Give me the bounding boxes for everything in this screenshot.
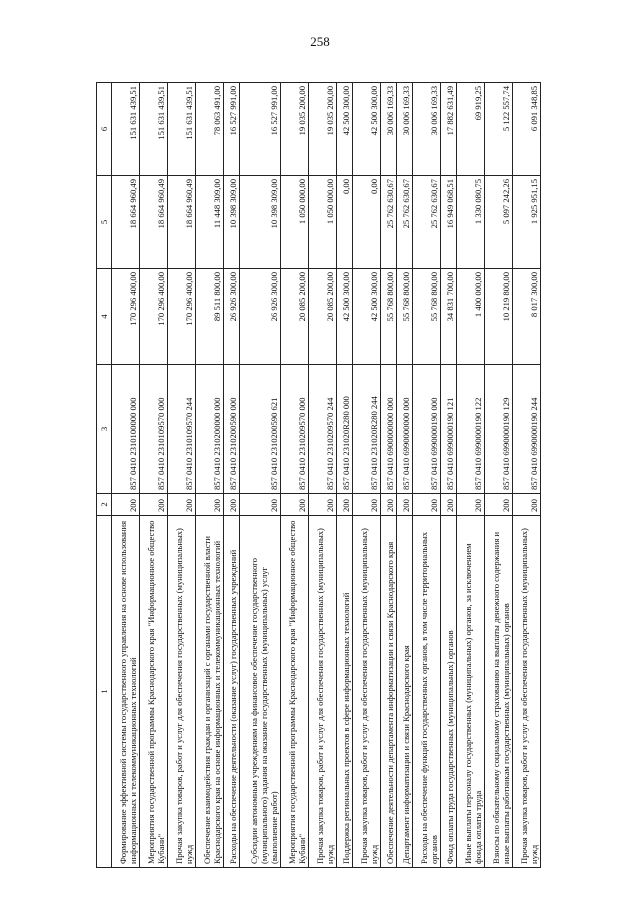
- row-value-col4: 34 831 700,00: [440, 269, 456, 365]
- row-value-col4: 42 500 300,00: [352, 269, 380, 365]
- row-value-col6: 42 500 300,00: [352, 83, 380, 176]
- col-header-1: 1: [97, 516, 112, 868]
- page-number: 258: [310, 34, 330, 49]
- table-row: [280, 83, 308, 868]
- row-value-col6: 69 919,25: [456, 83, 484, 176]
- row-code-cell: 200: [168, 494, 196, 516]
- row-code-cell: 200: [412, 494, 440, 516]
- row-code-cell: 200: [112, 494, 140, 516]
- row-name-cell: Прочая закупка товаров, работ и услуг для обеспечения государственных (муниципальных) нужд: [512, 516, 540, 868]
- row-code-cell: 200: [336, 494, 352, 516]
- row-name-cell: Мероприятия государственной программы Краснодарского края "Информационное общество Кубани": [280, 516, 308, 868]
- row-value-col4: 20 085 200,00: [308, 269, 336, 365]
- header-row: [97, 83, 112, 868]
- row-value-col4: 170 296 400,00: [112, 269, 140, 365]
- row-kbk-cell: 857 0410 2310200000 000: [196, 365, 224, 494]
- row-value-col4: 42 500 300,00: [336, 269, 352, 365]
- row-value-col5: 1 050 000,00: [308, 176, 336, 269]
- row-kbk-cell: 857 0410 2310200590 000: [224, 365, 240, 494]
- row-code-cell: 200: [456, 494, 484, 516]
- row-value-col5: 16 949 068,51: [440, 176, 456, 269]
- row-kbk-cell: 857 0410 231020R280 244: [352, 365, 380, 494]
- row-name-cell: Прочая закупка товаров, работ и услуг для обеспечения государственных (муниципальных) нужд: [308, 516, 336, 868]
- row-kbk-cell: 857 0410 6990000190 129: [484, 365, 512, 494]
- col-header-3: 3: [97, 365, 112, 494]
- row-value-col6: 19 035 200,00: [308, 83, 336, 176]
- row-value-col6: 151 631 439,51: [140, 83, 168, 176]
- row-kbk-cell: 857 0410 2310109570 000: [140, 365, 168, 494]
- row-value-col6: 30 006 169,33: [412, 83, 440, 176]
- row-value-col5: 25 762 630,67: [412, 176, 440, 269]
- rotated-table-container: [96, 83, 541, 868]
- row-code-cell: 200: [440, 494, 456, 516]
- row-value-col4: 26 926 300,00: [224, 269, 240, 365]
- row-value-col4: 8 017 300,00: [512, 269, 540, 365]
- col-header-4: 4: [97, 269, 112, 365]
- table-row: [196, 83, 224, 868]
- row-kbk-cell: 857 0410 6990000190 122: [456, 365, 484, 494]
- row-code-cell: 200: [140, 494, 168, 516]
- budget-table: [96, 82, 541, 868]
- row-kbk-cell: 857 0410 6990000000 000: [396, 365, 412, 494]
- col-header-6: 6: [97, 83, 112, 176]
- row-value-col5: 11 448 309,00: [196, 176, 224, 269]
- table-row: [168, 83, 196, 868]
- col-header-2: 2: [97, 494, 112, 516]
- row-value-col5: 25 762 630,67: [380, 176, 396, 269]
- row-code-cell: 200: [396, 494, 412, 516]
- row-value-col4: 170 296 400,00: [140, 269, 168, 365]
- table-row: [380, 83, 396, 868]
- row-kbk-cell: 857 0410 6990000190 244: [512, 365, 540, 494]
- row-value-col4: 10 219 800,00: [484, 269, 512, 365]
- row-code-cell: 200: [224, 494, 240, 516]
- row-value-col5: 1 050 000,00: [280, 176, 308, 269]
- row-kbk-cell: 857 0410 2310109570 244: [168, 365, 196, 494]
- row-kbk-cell: 857 0410 2310100000 000: [112, 365, 140, 494]
- row-value-col5: 0,00: [352, 176, 380, 269]
- row-value-col6: 5 122 557,74: [484, 83, 512, 176]
- table-row: [412, 83, 440, 868]
- table-row: [512, 83, 540, 868]
- table-row: [140, 83, 168, 868]
- row-name-cell: Субсидии автономным учреждениям на финансовое обеспечение государственного (муниципального) задания на оказание государственных (муниципальных) услуг (выполнение работ): [240, 516, 280, 868]
- row-kbk-cell: 857 0410 6990000190 121: [440, 365, 456, 494]
- row-name-cell: Департамент информатизации и связи Краснодарского края: [396, 516, 412, 868]
- row-value-col5: 10 398 309,00: [224, 176, 240, 269]
- row-value-col5: 0,00: [336, 176, 352, 269]
- col-header-5: 5: [97, 176, 112, 269]
- table-row: [396, 83, 412, 868]
- row-value-col4: 55 768 800,00: [396, 269, 412, 365]
- row-value-col6: 151 631 439,51: [112, 83, 140, 176]
- row-name-cell: Расходы на обеспечение функций государственных органов, в том числе территориальных органов: [412, 516, 440, 868]
- row-value-col6: 19 035 200,00: [280, 83, 308, 176]
- row-name-cell: Прочая закупка товаров, работ и услуг для обеспечения государственных (муниципальных) нужд: [168, 516, 196, 868]
- row-kbk-cell: 857 0410 6990000190 000: [412, 365, 440, 494]
- row-name-cell: Обеспечение деятельности департамента информатизации и связи Краснодарского края: [380, 516, 396, 868]
- table-row: [224, 83, 240, 868]
- row-value-col6: 42 500 300,00: [336, 83, 352, 176]
- row-value-col4: 20 085 200,00: [280, 269, 308, 365]
- row-name-cell: Обеспечение взаимодействия граждан и организаций с органами государственной власти Краснодарского края на основе информационных и телекоммуникационных технологий: [196, 516, 224, 868]
- row-kbk-cell: 857 0410 2310209570 000: [280, 365, 308, 494]
- row-name-cell: Фонд оплаты труда государственных (муниципальных) органов: [440, 516, 456, 868]
- row-value-col4: 55 768 800,00: [412, 269, 440, 365]
- row-value-col6: 16 527 991,00: [224, 83, 240, 176]
- row-kbk-cell: 857 0410 6900000000 000: [380, 365, 396, 494]
- row-name-cell: Расходы на обеспечение деятельности (оказание услуг) государственных учреждений: [224, 516, 240, 868]
- table-row: [440, 83, 456, 868]
- row-code-cell: 200: [308, 494, 336, 516]
- row-kbk-cell: 857 0410 2310200590 621: [240, 365, 280, 494]
- row-value-col6: 151 631 439,51: [168, 83, 196, 176]
- row-value-col5: 1 925 951,15: [512, 176, 540, 269]
- row-code-cell: 200: [380, 494, 396, 516]
- row-code-cell: 200: [196, 494, 224, 516]
- table-row: [336, 83, 352, 868]
- row-value-col6: 30 006 169,33: [396, 83, 412, 176]
- row-value-col4: 1 400 000,00: [456, 269, 484, 365]
- row-name-cell: Прочая закупка товаров, работ и услуг для обеспечения государственных (муниципальных) нужд: [352, 516, 380, 868]
- row-name-cell: Формирование эффективной системы государственного управления на основе использования информационных и телекоммуникационных технологий: [112, 516, 140, 868]
- table-row: [240, 83, 280, 868]
- row-value-col6: 16 527 991,00: [240, 83, 280, 176]
- table-row: [456, 83, 484, 868]
- row-kbk-cell: 857 0410 2310209570 244: [308, 365, 336, 494]
- row-value-col6: 17 882 631,49: [440, 83, 456, 176]
- table-body: [112, 83, 541, 868]
- row-value-col5: 18 664 960,49: [168, 176, 196, 269]
- table-row: [352, 83, 380, 868]
- row-code-cell: 200: [484, 494, 512, 516]
- row-value-col5: 18 664 960,49: [140, 176, 168, 269]
- row-value-col5: 5 097 242,26: [484, 176, 512, 269]
- row-value-col4: 89 511 800,00: [196, 269, 224, 365]
- table-row: [112, 83, 140, 868]
- row-value-col5: 10 398 309,00: [240, 176, 280, 269]
- row-value-col4: 55 768 800,00: [380, 269, 396, 365]
- row-value-col4: 170 296 400,00: [168, 269, 196, 365]
- row-code-cell: 200: [352, 494, 380, 516]
- row-value-col6: 6 091 348,85: [512, 83, 540, 176]
- table-row: [484, 83, 512, 868]
- row-value-col5: 25 762 630,67: [396, 176, 412, 269]
- row-value-col5: 1 330 080,75: [456, 176, 484, 269]
- row-name-cell: Взносы по обязательному социальному страхованию на выплаты денежного содержания и иные выплаты работникам государственных (муниципальных) органов: [484, 516, 512, 868]
- row-code-cell: 200: [280, 494, 308, 516]
- row-code-cell: 200: [512, 494, 540, 516]
- row-name-cell: Мероприятия государственной программы Краснодарского края "Информационное общество Кубани": [140, 516, 168, 868]
- row-value-col4: 26 926 300,00: [240, 269, 280, 365]
- row-name-cell: Иные выплаты персоналу государственных (муниципальных) органов, за исключением фонда оплаты труда: [456, 516, 484, 868]
- row-code-cell: 200: [240, 494, 280, 516]
- row-value-col6: 30 006 169,33: [380, 83, 396, 176]
- table-row: [308, 83, 336, 868]
- row-kbk-cell: 857 0410 231020R280 000: [336, 365, 352, 494]
- row-name-cell: Поддержка региональных проектов в сфере информационных технологий: [336, 516, 352, 868]
- row-value-col5: 18 664 960,49: [112, 176, 140, 269]
- row-value-col6: 78 063 491,00: [196, 83, 224, 176]
